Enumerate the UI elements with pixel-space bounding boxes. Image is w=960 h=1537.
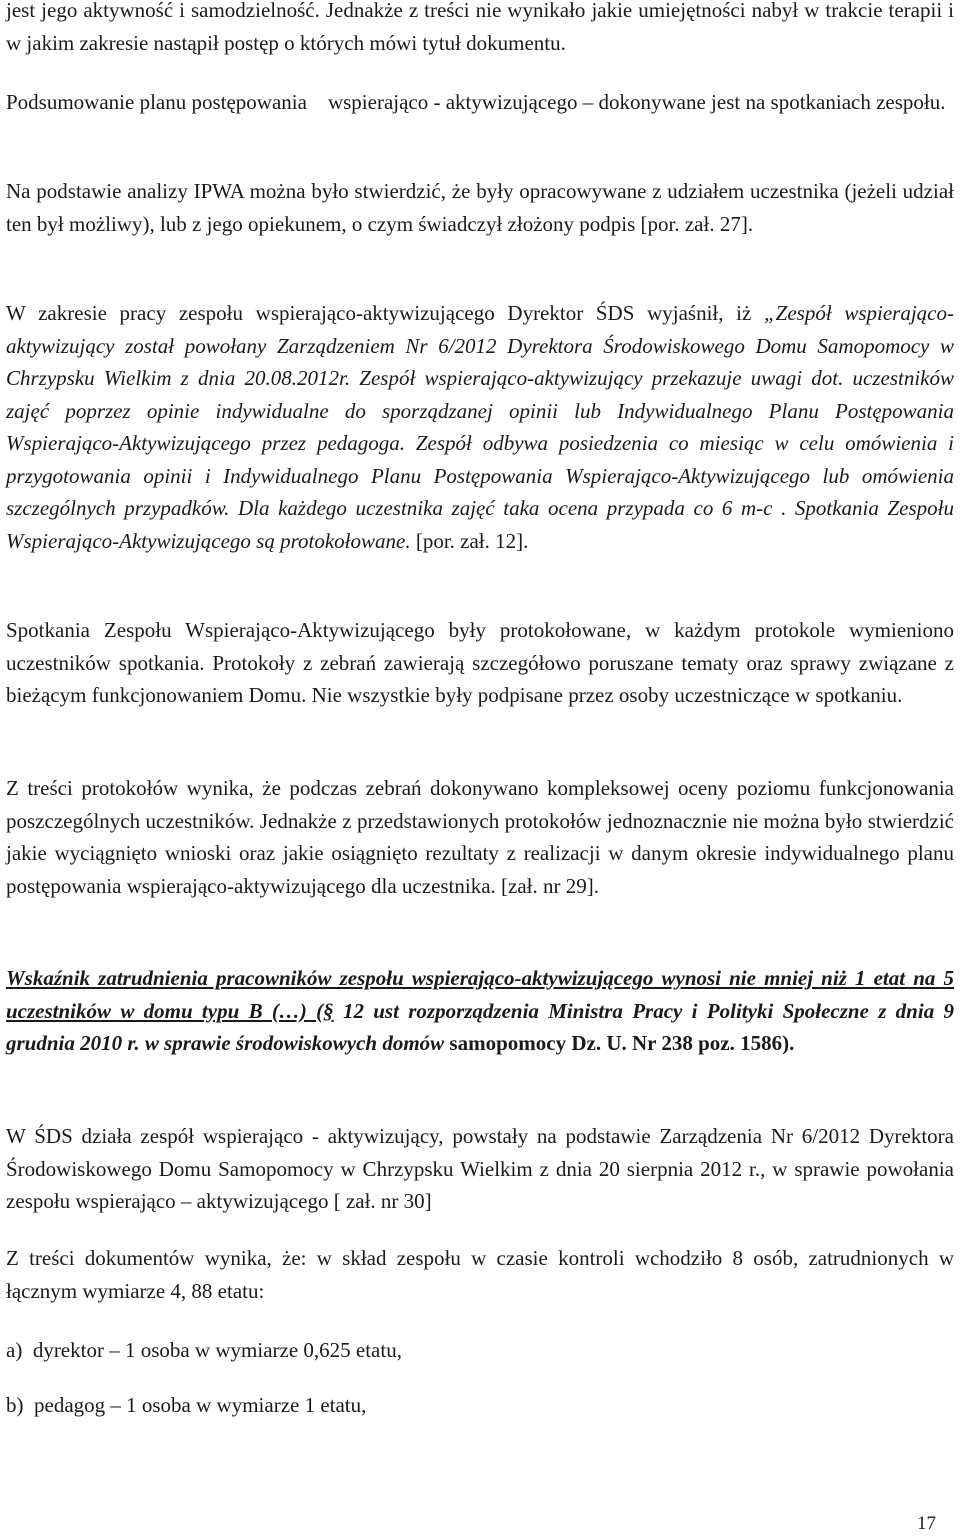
paragraph-6: Z treści protokołów wynika, że podczas zebrań dokonywano kompleksowej oceny poziomu funkcjonowania poszczególnych uczestników. Jednakże z przedstawionych protokołów jednoznacznie nie można było stwierdzić jakie wyciągnięto wnioski oraz jakie osiągnięto rezultaty z realizacji w danym okresie indywidualnego planu postępowania wspierająco-aktywizującego dla uczestnika. [zał. nr 29]. [6,776,954,898]
paragraph-2: Podsumowanie planu postępowania wspierająco - aktywizującego – dokonywane jest na spotkaniach zespołu. [6,90,946,114]
paragraph-4-ref: [por. zał. 12]. [410,528,529,553]
paragraph-7-tail: samopomocy Dz. U. Nr 238 poz. 1586). [449,1031,795,1055]
paragraph-4-intro: W zakresie pracy zespołu wspierająco-aktywizującego Dyrektor ŚDS wyjaśnił, iż [6,301,764,325]
list-item-a: a) dyrektor – 1 osoba w wymiarze 0,625 etatu, [6,1338,402,1362]
page-number: 17 [917,1513,936,1534]
paragraph-7-regulation: 12 ust rozporządzenia Ministra Pracy i Polityki Społeczne z dnia 9 grudnia 2010 r. w sprawie środowiskowych domów [6,998,954,1055]
paragraph-4 [6,297,954,557]
paragraph-8: W ŚDS działa zespół wspierająco - aktywizujący, powstały na podstawie Zarządzenia Nr 6/2012 Dyrektora Środowiskowego Domu Samopomocy w Chrzypsku Wielkim z dnia 20 sierpnia 2012 r., w sprawie powołania zespołu wspierająco – aktywizującego [ zał. nr 30] [6,1124,954,1213]
paragraph-7-lead: Wskaźnik zatrudnienia pracowników zespołu wspierająco-aktywizującego wynosi nie mniej niż 1 etat na 5 uczestników w domu typu B (…) ( [6,966,954,1023]
paragraph-7-indicator [6,962,954,1060]
list-item-b: b) pedagog – 1 osoba w wymiarze 1 etatu, [6,1393,367,1417]
section-sign-icon: § [323,998,334,1023]
paragraph-5: Spotkania Zespołu Wspierająco-Aktywizującego były protokołowane, w każdym protokole wymieniono uczestników spotkania. Protokoły z zebrań zawierają szczegółowo poruszane tematy oraz sprawy związane z bieżącym funkcjonowaniem Domu. Nie wszystkie były podpisane przez osoby uczestniczące w spotkaniu. [6,618,954,707]
paragraph-1: jest jego aktywność i samodzielność. Jednakże z treści nie wynikało jakie umiejętności nabył w trakcie terapii i w jakim zakresie nastąpił postęp o których mówi tytuł dokumentu. [6,0,954,55]
paragraph-3: Na podstawie analizy IPWA można było stwierdzić, że były opracowywane z udziałem uczestnika (jeżeli udział ten był możliwy), lub z jego opiekunem, o czym świadczył złożony podpis [por. zał. 27]. [6,179,954,236]
paragraph-9: Z treści dokumentów wynika, że: w skład zespołu w czasie kontroli wchodziło 8 osób, zatrudnionych w łącznym wymiarze 4, 88 etatu: [6,1246,954,1303]
paragraph-4-quote: „Zespół wspierająco-aktywizujący został powołany Zarządzeniem Nr 6/2012 Dyrektora Środowiskowego Domu Samopomocy w Chrzypsku Wielkim z dnia 20.08.2012r. Zespół wspierająco-aktywizujący przekazuje uwagi dot. uczestników zajęć poprzez opinie indywidualne do sporządzanej opinii lub Indywidualnego Planu Postępowania Wspierająco-Aktywizującego przez pedagoga. Zespół odbywa posiedzenia co miesiąc w celu omówienia i przygotowania opinii i Indywidualnego Planu Postępowania Wspierająco-Aktywizującego lub omówienia szczególnych przypadków. Dla każdego uczestnika zajęć taka ocena przypada co 6 m-c . Spotkania Zespołu Wspierająco-Aktywizującego są protokołowane. [6,301,954,553]
